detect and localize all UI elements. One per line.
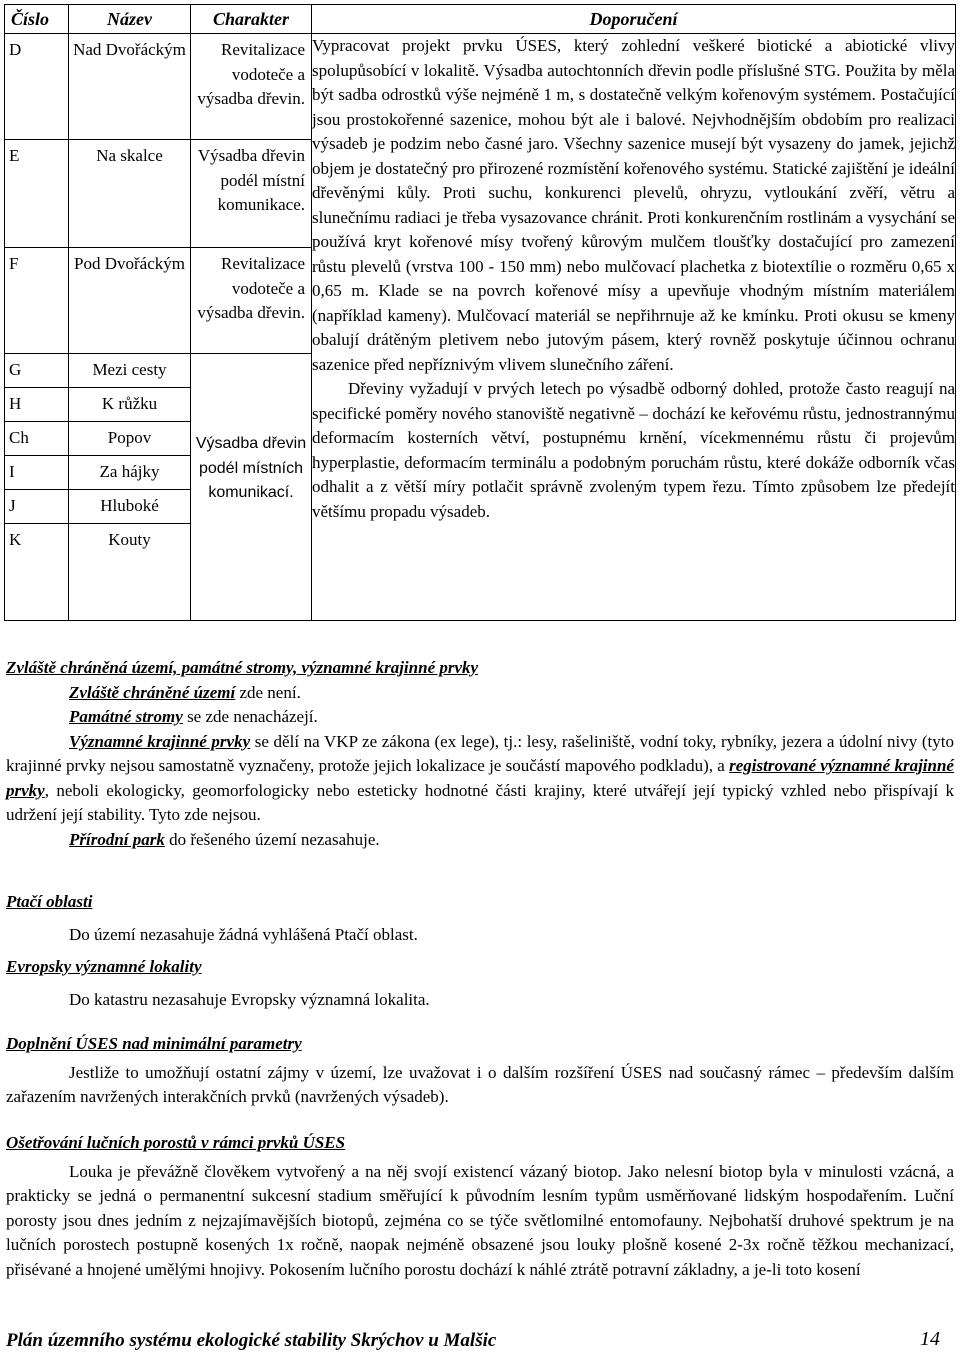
uses-extra-heading: Doplnění ÚSES nad minimální parametry <box>6 1034 302 1053</box>
uses-extra-text: Jestliže to umožňují ostatní zájmy v území, lze uvažovat i o dalším rozšíření ÚSES nad současný rámec – především dalším zařazením navržených interakčních prvků (navržených výsadeb). <box>6 1062 954 1106</box>
row-character: Revitalizace vodoteče a výsadba dřevin. <box>197 40 305 108</box>
row-code: E <box>9 146 20 165</box>
row-name: Mezi cesty <box>92 360 167 379</box>
vkp-label: Významné krajinné prvky <box>69 731 251 751</box>
birds-text: Do území nezasahuje žádná vyhlášená Ptačí oblast. <box>69 924 418 944</box>
protected-heading: Zvláště chráněná území, památné stromy, významné krajinné prvky <box>6 658 479 677</box>
evl-heading: Evropsky významné lokality <box>6 957 202 976</box>
row-name: Na skalce <box>96 146 163 165</box>
row-character: Revitalizace vodoteče a výsadba dřevin. <box>197 254 305 322</box>
zchu-label: Zvláště chráněné území <box>69 682 236 702</box>
row-code: I <box>9 462 15 481</box>
header-code: Číslo <box>5 5 69 34</box>
row-name: Kouty <box>108 530 151 549</box>
row-code: F <box>9 254 19 273</box>
row-name: Pod Dvořáckým <box>74 254 185 273</box>
park-label: Přírodní park <box>69 829 165 849</box>
row-character: Výsadba dřevin podél místní komunikace. <box>197 146 305 214</box>
row-code: K <box>9 530 22 549</box>
evl-section <box>6 955 954 1012</box>
trees-label: Památné stromy <box>69 707 183 726</box>
vkp-registered-label: registrované významné krajinné prvky <box>6 756 954 800</box>
recommendation-paragraph: Vypracovat projekt prvku ÚSES, který zohlední veškeré biotické a abiotické vlivy spolupůsobící v lokalitě. Výsadba autochtonních dřevin podle příslušné STG. Použita by měla být sadba odrostků výše nejméně 1 m, s dostatečně velkým kořenovým systémem. Postačující jsou prostokořenné sazenice, mohou být ale i balové. Nejvhodnějším obdobím pro realizaci výsadeb je podzim nebo časné jaro. Všechny sazenice musejí být vysazeny do jamek, jejichž objem je dostatečný pro přirozené rozmístění kořenového systému. Statické zajištění je ideální dřevěnými kůly. Proti suchu, konkurenci plevelů, ohryzu, vytloukání zvěří, větru a slunečnímu radiaci je třeba vysazovance chránit. Proti konkurenčním rostlinám a vysychání se používá kryt kořenové mísy tvořený kůrovým mulčem tloušťky dostačující pro zamezení růstu plevelů (vrstva 100 - 150 mm) nebo mulčovací plachetka z biotextílie o rozměru 0,65 x 0,65 m. Klade se na povrch kořenové mísy a upevňuje vhodným místním materiálem (například kameny). Mulčovací materiál se nepřihrnuje až ke kmínku. Proti okusu se kmeny obalují drátěným pletivem nebo jutovým pásem, který rovněž poskytuje účinnou ochranu sazenice před nepříznivým vlivem slunečního záření. <box>312 36 955 374</box>
zchu-text: zde není. <box>235 682 301 702</box>
row-code: H <box>9 394 22 413</box>
table-header-row <box>5 5 956 34</box>
meadows-heading: Ošetřování lučních porostů v rámci prvků ÚSES <box>6 1133 346 1152</box>
row-name: Nad Dvořáckým <box>73 40 186 59</box>
birds-section <box>6 890 954 947</box>
uses-extra-section <box>6 1032 954 1110</box>
header-character: Charakter <box>191 5 312 34</box>
row-code: G <box>9 360 22 379</box>
protected-section <box>6 656 954 852</box>
vkp-text: , neboli ekologicky, geomorfologicky nebo esteticky hodnotné části krajiny, které utvářejí její typický vzhled nebo přispívají k udržení její stability. Tyto zde nejsou. <box>6 780 954 824</box>
merged-character: Výsadba dřevin podél místních komunikací. <box>195 435 307 502</box>
vkp-text: se dělí na VKP ze zákona (ex lege), tj.: lesy, rašeliniště, vodní toky, rybníky, jezera a údolní nivy (tyto krajinné prvky nejsou samostatně vyznačeny, protože jejich lokalizace je součástí mapového podkladu), a <box>6 731 955 775</box>
row-name: Za hájky <box>99 462 160 481</box>
element-table <box>4 4 956 621</box>
recommendation-paragraph: Dřeviny vyžadují v prvých letech po výsadbě odborný dohled, protože často reagují na specifické poměry nového stanoviště negativně – dochází ke keřovému růstu, jednostrannýmu deformacím kosterních větví, postupnému krnění, vícekmennému růstu či projevům hyperplastie, deformacím terminálu a podobným poruchám růstu, které dokáže odborník včas odhalit a z větší míry potlačit správně zvoleným typem řezu. Tímto způsobem lze předejít většímu propadu výsadeb. <box>312 379 955 521</box>
row-code: Ch <box>9 428 29 447</box>
row-code: D <box>9 40 22 59</box>
row-name: Hluboké <box>100 496 159 515</box>
footer-title: Plán územního systému ekologické stability Skrýchov u Malšic <box>6 1330 497 1351</box>
row-code: J <box>9 496 16 515</box>
row-name: K růžku <box>101 394 158 413</box>
recommendation-cell <box>312 34 956 621</box>
birds-heading: Ptačí oblasti <box>6 892 93 911</box>
header-name: Název <box>69 5 191 34</box>
evl-text: Do katastru nezasahuje Evropsky významná lokalita. <box>69 989 430 1009</box>
row-name: Popov <box>107 428 152 447</box>
meadows-section <box>6 1131 954 1282</box>
trees-text: se zde nenacházejí. <box>182 707 318 726</box>
page-number: 14 <box>920 1328 940 1350</box>
table-row <box>5 34 956 140</box>
header-recommendation: Doporučení <box>312 5 956 34</box>
park-text: do řešeného území nezasahuje. <box>164 829 380 849</box>
meadows-text: Louka je převážně člověkem vytvořený a na něj svojí existencí vázaný biotop. Jako nelesní biotop byla v minulosti vzácná, a prakticky se jedná o permanentní sukcesní stadium směřující k původním lesním typům usměrňované lidským hospodařením. Luční porosty jsou dnes jedním z nejzajímavějších biotopů, zejména co se týče světlomilné entomofauny. Nejbohatší druhové spektrum je na lučních porostech postupně kosených 1x ročně, naopak nejméně obsazené jsou louky plošně kosené 2-3x ročně těžkou mechanizací, přisévané a hnojené umělými hnojivy. Pokosením lučního porostu dochází k náhlé ztrátě potravní základny, a je-li toto kosení <box>6 1161 954 1279</box>
